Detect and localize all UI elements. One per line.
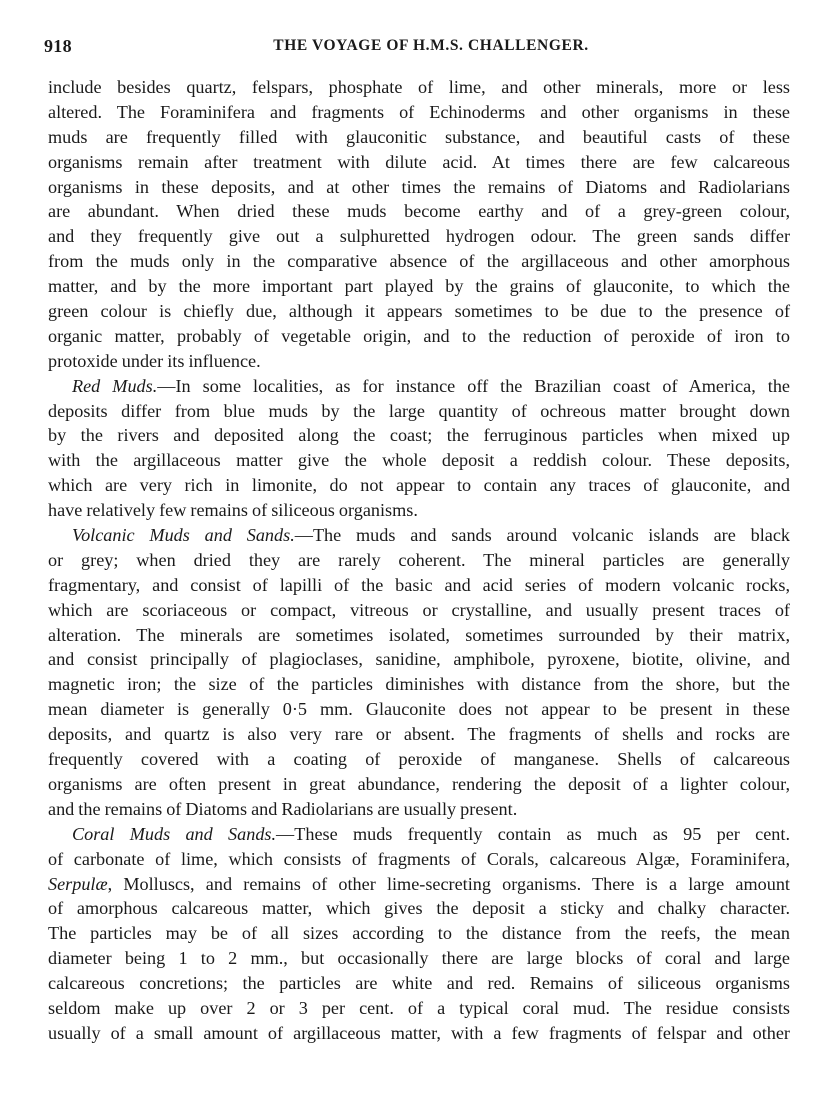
paragraph-coral-muds [48,822,790,1046]
text-line: altered. The Foraminifera and fragments of Echinoderms and other organisms in these [48,101,790,122]
italic-term-serpulae: Serpulæ [48,873,108,894]
text-line: organisms in these deposits, and at other times the remains of Diatoms and Radiolarians [48,176,790,197]
text-run: —These muds frequently contain as much as 95 per cent. [276,823,790,844]
text-line: and the remains of Diatoms and Radiolarians are usually present. [48,798,518,819]
section-heading-volcanic-muds: Volcanic Muds and Sands. [72,525,295,546]
text-line: of carbonate of lime, which consists of fragments of Corals, calcareous Algæ, Foraminifera, [48,848,790,869]
text-run: —In some localities, as for instance off the Brazilian coast of America, the [157,375,790,396]
text-line: and consist principally of plagioclases, sanidine, amphibole, pyroxene, biotite, olivine, and [48,649,790,670]
text-line [48,872,790,897]
body-text [48,75,790,1046]
text-line: matter, and by the more important part played by the grains of glauconite, to which the [48,276,790,297]
text-run: , Molluscs, and remains of other lime-secreting organisms. There is a large amount [107,873,790,894]
running-head [44,36,788,60]
text-line: muds are frequently filled with glauconitic substance, and beautiful casts of these [48,126,790,147]
text-line: protoxide under its influence. [48,350,261,371]
text-line [48,374,790,399]
text-line: of amorphous calcareous matter, which gives the deposit a sticky and chalky character. [48,898,790,919]
text-line: deposits differ from blue muds by the large quantity of ochreous matter brought down [48,400,790,421]
text-line: magnetic iron; the size of the particles diminishes with distance from the shore, but the [48,674,790,695]
text-line: alteration. The minerals are sometimes isolated, sometimes surrounded by their matrix, [48,624,790,645]
text-line: mean diameter is generally 0·5 mm. Glauconite does not appear to be present in these [48,699,790,720]
text-line: diameter being 1 to 2 mm., but occasionally there are large blocks of coral and large [48,948,790,969]
text-line: calcareous concretions; the particles are white and red. Remains of siliceous organisms [48,973,790,994]
text-line: and they frequently give out a sulphuretted hydrogen odour. The green sands differ [48,226,790,247]
text-line: or grey; when dried they are rarely coherent. The mineral particles are generally [48,549,790,570]
text-line: deposits, and quartz is also very rare or absent. The fragments of shells and rocks are [48,724,790,745]
text-run: —The muds and sands around volcanic islands are black [294,525,790,546]
paragraph-red-muds [48,374,790,523]
text-line: with the argillaceous matter give the whole deposit a reddish colour. These deposits, [48,450,790,471]
text-line: from the muds only in the comparative absence of the argillaceous and other amorphous [48,251,790,272]
text-line: are abundant. When dried these muds become earthy and of a grey-green colour, [48,201,790,222]
page-number: 918 [44,36,72,56]
running-title: THE VOYAGE OF H.M.S. CHALLENGER. [273,37,589,54]
text-line: usually of a small amount of argillaceous matter, with a few fragments of felspar and other [48,1022,790,1043]
text-line: frequently covered with a coating of peroxide of manganese. Shells of calcareous [48,749,790,770]
text-line: organisms are often present in great abundance, rendering the deposit of a lighter colour, [48,773,790,794]
section-heading-coral-muds: Coral Muds and Sands. [72,823,277,844]
text-line: by the rivers and deposited along the coast; the ferruginous particles when mixed up [48,425,790,446]
text-line: green colour is chiefly due, although it appears sometimes to be due to the presence of [48,301,790,322]
text-line: have relatively few remains of siliceous organisms. [48,500,418,521]
paragraph-volcanic-muds [48,523,790,822]
text-line: The particles may be of all sizes according to the distance from the reefs, the mean [48,923,790,944]
text-line: organic matter, probably of vegetable origin, and to the reduction of peroxide of iron to [48,325,790,346]
paragraph-continuation [48,75,790,374]
text-line: fragmentary, and consist of lapilli of the basic and acid series of modern volcanic rocks, [48,574,790,595]
text-line [48,822,790,847]
text-line: include besides quartz, felspars, phosphate of lime, and other minerals, more or less [48,77,790,97]
section-heading-red-muds: Red Muds. [72,375,158,396]
text-line: seldom make up over 2 or 3 per cent. of a typical coral mud. The residue consists [48,997,790,1018]
text-line: organisms remain after treatment with dilute acid. At times there are few calcareous [48,151,790,172]
text-line [48,523,790,548]
text-line: which are very rich in limonite, do not appear to contain any traces of glauconite, and [48,475,790,496]
text-line: which are scoriaceous or compact, vitreous or crystalline, and usually present traces of [48,599,790,620]
